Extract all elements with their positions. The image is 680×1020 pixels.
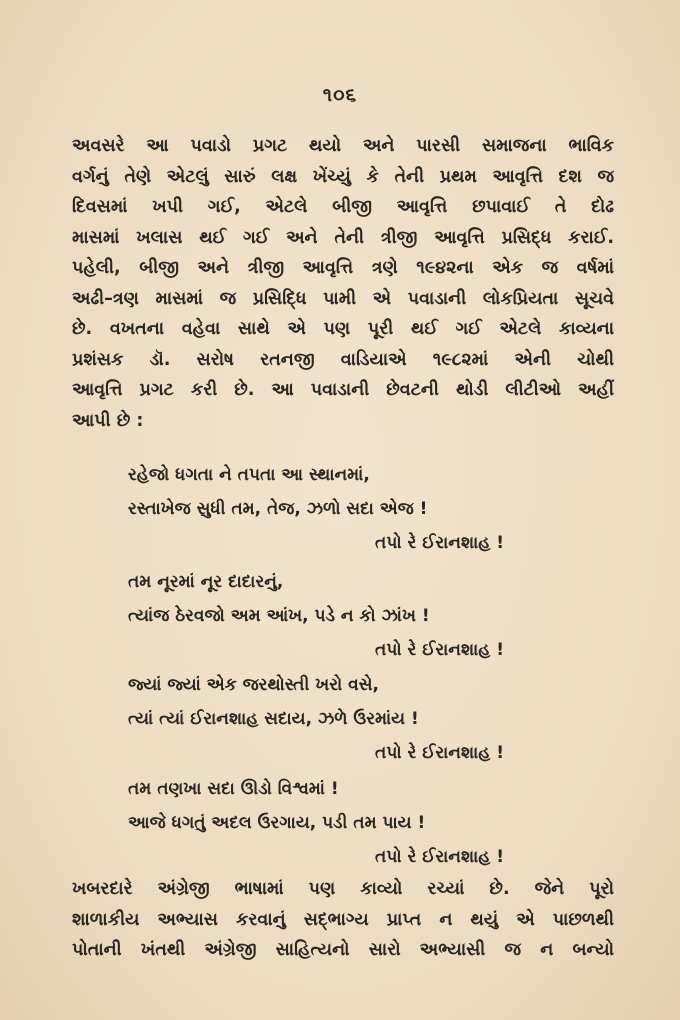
text-line: પહેલી, બીજી અને ત્રીજી આવૃત્તિ ત્રણે ૧૯૪૨ના એક જ વર્ષમાં — [72, 258, 614, 278]
text-line: અવસરે આ પવાડો પ્રગટ થયો અને પારસી સમાજના ભાવિક — [72, 136, 614, 156]
paragraph-intro — [72, 131, 614, 436]
text-line: વર્ગનું તેણે એટલું સારું લક્ષ ખેંચ્યું કે તેની પ્રથમ આવૃત્તિ દશ જ — [72, 166, 614, 187]
poem-refrain: તપો રે ઈરાનશાહ ! — [375, 640, 504, 660]
poem-line: ત્યાં ત્યાં ઈરાનશાહ સદાય, ઝળે ઉરમાંય ! — [128, 709, 419, 729]
paragraph-english-poems — [72, 874, 614, 966]
poem-refrain: તપો રે ઈરાનશાહ ! — [375, 743, 504, 763]
poem-line: જ્યાં જ્યાં એક જરથોસ્તી ખરો વસે, — [128, 675, 379, 695]
text-line: આવૃત્તિ પ્રગટ કરી છે. આ પવાડાની છેવટની થોડી લીટીઓ અહીં — [72, 380, 614, 400]
poem-line: ત્યાંજ ઠેરવજો અમ આંખ, પડે ન કો ઝાંખ ! — [128, 606, 430, 626]
text-line: પ્રશંસક ડૉ. સરોષ રતનજી વાડિયાએ ૧૯૮૨માં એની ચોથી — [72, 349, 614, 370]
poem-refrain: તપો રે ઈરાનશાહ ! — [375, 847, 504, 867]
text-line: પોતાની ખંતથી અંગ્રેજી સાહિત્યનો સારો અભ્યાસી જ ન બન્યો — [72, 940, 614, 960]
poem-line: રહેજો ધગતા ને તપતા આ સ્થાનમાં, — [128, 465, 370, 485]
poem-line: આજે ધગતું અદલ ઉરગાય, પડી તમ પાય ! — [128, 813, 426, 833]
text-line: છે. વખતના વહેવા સાથે એ પણ પૂરી થઈ ગઈ એટલે કાવ્યના — [72, 319, 614, 339]
text-line: દિવસમાં ખપી ગઈ, એટલે બીજી આવૃત્તિ છપાવાઈ તે દોઢ — [72, 197, 614, 217]
poem-line: તમ નૂરમાં નૂર દાદારનું, — [128, 572, 284, 592]
page-number: ૧૦૬ — [322, 84, 358, 106]
text-line: અઢી–ત્રણ માસમાં જ પ્રસિદ્ધિ પામી એ પવાડાની લોકપ્રિયતા સૂચવે — [72, 288, 614, 309]
poem-refrain: તપો રે ઈરાનશાહ ! — [375, 533, 504, 553]
text-line: ખબરદારે અંગ્રેજી ભાષામાં પણ કાવ્યો રચ્યાં છે. જેને પૂરો — [72, 879, 614, 899]
poem-line: રસ્તાખેજ સુધી તમ, તેજ, ઝળો સદા એજ ! — [128, 499, 428, 519]
text-line: આપી છે : — [72, 410, 144, 431]
poem-line: તમ તણખા સદા ઊડો વિશ્વમાં ! — [128, 779, 339, 799]
text-line: માસમાં ખલાસ થઈ ગઈ અને તેની ત્રીજી આવૃત્તિ પ્રસિદ્ધ કરાઈ. — [72, 227, 614, 248]
text-line: શાળાકીય અભ્યાસ કરવાનું સદ્ભાગ્ય પ્રાપ્ત ન થયું એ પાછળથી — [72, 909, 614, 930]
